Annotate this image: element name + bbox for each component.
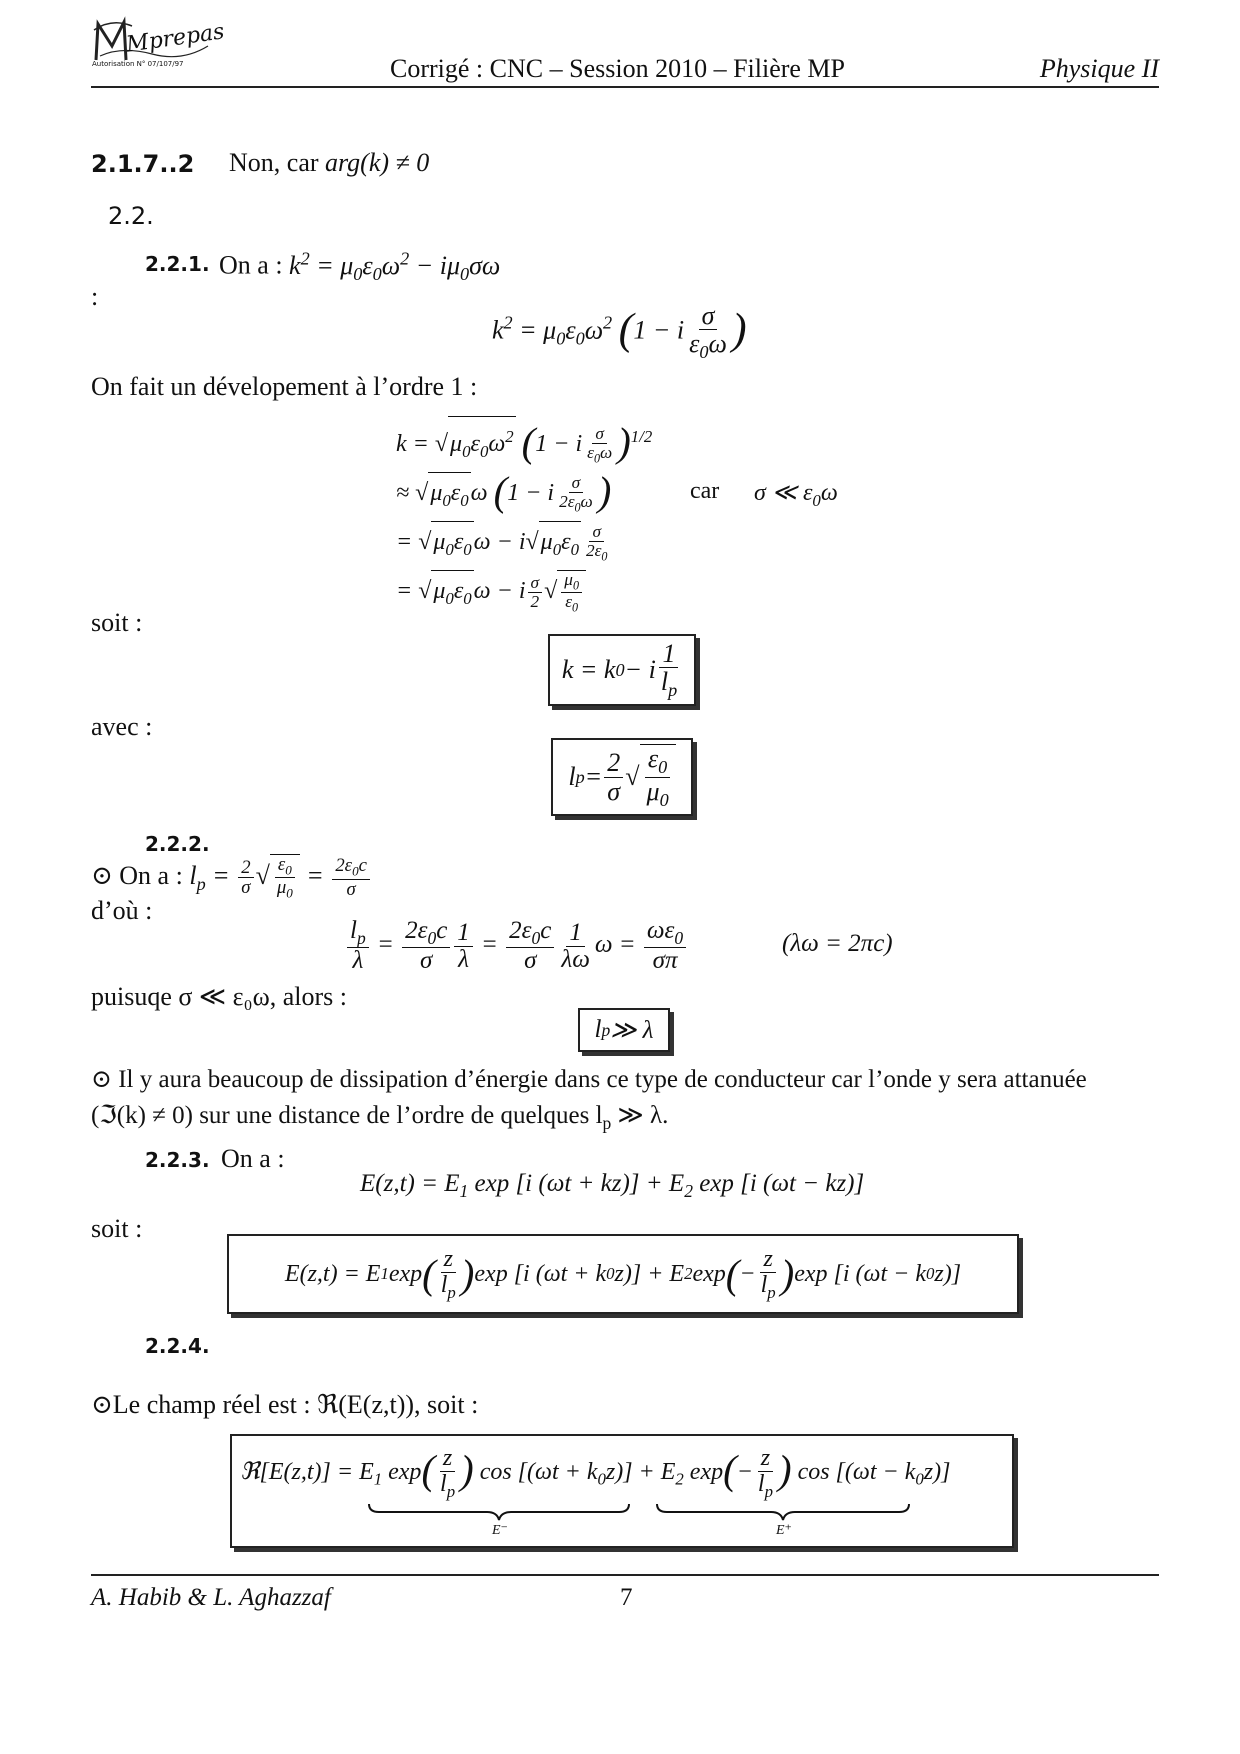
derivation-line-4: = $√\mu_0\varepsilon_0\omega - i$ $\frac{\sigma}{2}$ √ $\frac{\mu_0}{\varepsilon_0}$: [396, 570, 652, 619]
publisher-logo: [92, 16, 226, 72]
section-2-1-7-2-text: [229, 148, 429, 178]
soit-text-2: soit :: [91, 1214, 143, 1243]
footer-rule: [91, 1574, 1159, 1576]
section-number-2-1-7-2: 2.1.7..2: [91, 150, 195, 178]
stray-colon: :: [91, 282, 99, 311]
answer-text: Non, car: [229, 148, 319, 177]
underbrace-right: [657, 1504, 909, 1520]
section-number-2-2: 2.2.: [108, 202, 154, 230]
e-minus-label: E⁻: [492, 1523, 508, 1538]
dissipation-line-1: ⊙ Il y aura beaucoup de dissipation d’énergie dans ce type de conducteur car l’onde y sera attanuée: [91, 1066, 1087, 1093]
lp-expression: $l_p$ = $\frac{2}{\sigma}$ √ $\frac{\varepsilon_0}{\mu_0}$ = $\frac{2\varepsilon_0c}{\sigma}$: [189, 861, 372, 890]
section-number-2-2-4: 2.2.4.: [145, 1334, 210, 1358]
soit-text-1: soit :: [91, 608, 143, 637]
section-2-2-2-line: [91, 854, 372, 901]
dissipation-line-2: (ℑ(k) ≠ 0) sur une distance de l’ordre de quelques $l_p$ ≫ λ.: [91, 1102, 669, 1133]
lp-lambda-ratio-equation: $\frac{l_p}{\lambda}$ = $\frac{2\varepsilon_0c}{\sigma}$ $\frac{1}{\lambda}$ = $\frac{2\varepsilon_0c}{\sigma}$ $\frac{1}{\lambda\omega}$ ω = $\frac{\omega\varepsilon_0}{\sigma\pi}$: [345, 918, 688, 975]
section-2-2-1-line: [219, 248, 500, 285]
underbrace-left: [369, 1504, 629, 1520]
avec-text: avec :: [91, 712, 153, 741]
derivation-line-2: ≈ $√\mu_0\varepsilon_0\omega$ (1 − i $\frac{\sigma}{2\varepsilon_0\omega}$ ): [396, 472, 652, 521]
logo-text: Mprepas: [124, 19, 226, 58]
header-subject: Physique II: [1039, 54, 1159, 83]
header-rule: [91, 86, 1159, 88]
on-a-text-3: On a :: [221, 1144, 285, 1173]
k2-factored-equation: $k^2 = \mu_0\varepsilon_0\omega^2$ (1 − i $\frac{\sigma}{\varepsilon_0\omega}$ ): [492, 301, 747, 363]
complex-field-equation: $E(z,t) = E_1$ exp [i $(\omega t + kz)] + E_2$ exp [i (ωt − kz)]: [360, 1170, 865, 1201]
lp-much-greater-box: l p ≫ λ: [578, 1008, 670, 1052]
complex-field-result-box: E(z,t) = E 1 exp ( $\frac{z}{l_p}$ ) exp [i (ωt + k 0 z)] + E 2 exp ( − $\frac{z}{l_p}$ ) exp [i (ωt − k 0 z)]: [227, 1234, 1019, 1314]
lambda-omega-note: (λω = 2πc): [782, 930, 893, 957]
lp-result-box: l p = $\frac{2}{\sigma}$ √ $\frac{\varepsilon_0}{\mu_0}$: [551, 738, 693, 816]
section-number-2-2-2: 2.2.2.: [145, 832, 210, 856]
answer-expression: arg(k) ≠ 0: [325, 148, 430, 177]
section-number-2-2-1: 2.2.1.: [145, 252, 210, 276]
logo-subtext: Autorisation N° 07/107/97: [92, 60, 184, 68]
on-a-text-2: ⊙ On a :: [91, 860, 183, 890]
car-word: car: [690, 478, 720, 504]
header-title: Corrigé : CNC – Session 2010 – Filière MP: [390, 54, 846, 83]
real-field-intro: ⊙Le champ réel est : ℜ(E(z,t)), soit :: [91, 1390, 479, 1419]
k2-equation: $k^2 = \mu_0\varepsilon_0\omega^2 - i\mu_0\sigma\omega$: [289, 248, 501, 284]
derivation-line-3: = $√\mu_0\varepsilon_0\omega - i√\mu_0\varepsilon_0$ $\frac{\sigma}{2\varepsilon_0}$: [396, 521, 652, 570]
real-field-equation: ℜ[E(z,t)] = $E_1$ exp( $\frac{z}{l_p}$ ) $\cos [(\omega t + k_0z)] + E_2$ exp(− $\frac{z}{l_p}$ ) $\cos [(\omega t - k_0z)]$: [240, 1445, 951, 1501]
page-number: 7: [620, 1584, 633, 1611]
development-text: On fait un dévelopement à l’ordre 1 :: [91, 372, 478, 401]
car-condition: σ ≪ $\varepsilon_0\omega$: [754, 480, 838, 510]
on-a-text: On a :: [219, 250, 283, 280]
puisque-text: puisuqe σ ≪ ε₀ω, alors :: [91, 982, 347, 1011]
underbraces: [367, 1502, 917, 1524]
dou-text: d’où :: [91, 896, 153, 925]
development-derivation: [396, 416, 652, 618]
derivation-line-1: $k = √\mu_0\varepsilon_0\omega^2$ (1 − i $\frac{\sigma}{\varepsilon_0\omega}$ )$^{1/2}$: [396, 416, 652, 472]
footer-authors: A. Habib & L. Aghazzaf: [91, 1584, 331, 1611]
e-plus-label: E⁺: [776, 1523, 792, 1538]
k-result-box: k = k 0 − i $\frac{1}{l_p}$: [548, 634, 696, 706]
dissipation-paragraph: [91, 1062, 1159, 1141]
section-number-2-2-3: 2.2.3.: [145, 1148, 210, 1172]
real-field-result-box: [230, 1434, 1014, 1548]
